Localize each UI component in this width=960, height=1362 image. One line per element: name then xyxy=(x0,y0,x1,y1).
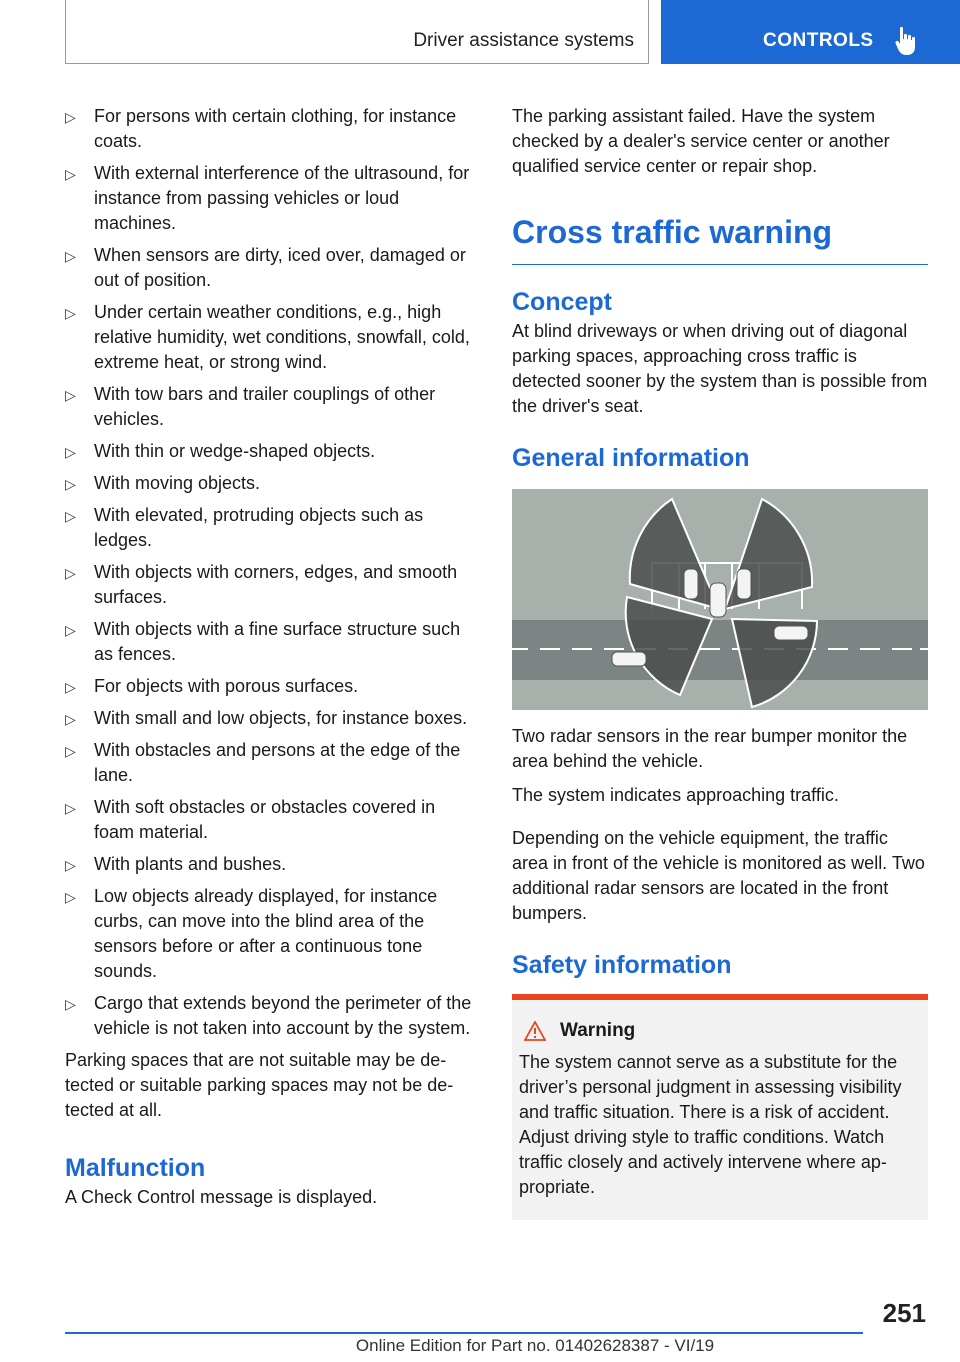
list-item: ▷ For persons with certain clothing, for instance coats. xyxy=(65,106,457,151)
cross-traffic-illustration xyxy=(512,489,928,710)
list-item: ▷ With elevated, protruding objects such as ledges. xyxy=(65,505,424,550)
safety-info-heading: Safety information xyxy=(512,951,732,979)
triangle-bullet-icon: ▷ xyxy=(65,857,76,873)
warning-box xyxy=(512,994,928,1220)
triangle-bullet-icon: ▷ xyxy=(65,476,76,492)
list-item: ▷ Cargo that extends beyond the perimeter of the vehicle is not taken into account by the system. xyxy=(65,993,472,1038)
general-text-3: Depending on the vehicle equipment, the traffic area in front of the vehicle is monitored as well. Two additional radar sensors are located in the front bumpers. xyxy=(512,828,925,923)
right-column xyxy=(512,104,928,1220)
list-item: ▷ Low objects already displayed, for instance curbs, can move into the blind area of the sensors before or after a continuous tone sounds. xyxy=(65,886,438,981)
general-text-1: Two radar sensors in the rear bumper monitor the area behind the vehicle. xyxy=(512,726,908,771)
parking-note: Parking spaces that are not suitable may be detected or suitable parking spaces may not be detected at all. xyxy=(65,1050,454,1120)
chapter-heading: Cross traffic warning xyxy=(512,212,928,265)
header-chapter-label: CONTROLS xyxy=(763,30,874,51)
limitations-list xyxy=(65,104,480,1041)
triangle-bullet-icon: ▷ xyxy=(65,996,76,1012)
triangle-bullet-icon: ▷ xyxy=(65,444,76,460)
triangle-bullet-icon: ▷ xyxy=(65,305,76,321)
triangle-bullet-icon: ▷ xyxy=(65,743,76,759)
triangle-bullet-icon: ▷ xyxy=(65,387,76,403)
general-info-heading: General information xyxy=(512,444,750,472)
malfunction-continued: The parking assistant failed. Have the system checked by a dealer's service center or another qualified service center or repair shop. xyxy=(512,106,890,176)
triangle-bullet-icon: ▷ xyxy=(65,679,76,695)
list-item: ▷ With objects with a fine surface structure such as fences. xyxy=(65,619,461,664)
concept-text: At blind driveways or when driving out of diagonal parking spaces, approaching cross traffic is detected sooner by the system than is possible from the driver's seat. xyxy=(512,321,928,416)
warning-label: Warning xyxy=(560,1020,636,1041)
concept-heading: Concept xyxy=(512,288,612,316)
triangle-bullet-icon: ▷ xyxy=(65,248,76,264)
list-item: ▷ With objects with corners, edges, and smooth surfaces. xyxy=(65,562,458,607)
footer-edition-text: Online Edition for Part no. 01402628387 - VI/19 xyxy=(355,1336,715,1355)
malfunction-heading: Malfunction xyxy=(65,1154,206,1182)
list-item: ▷ With thin or wedge-shaped objects. xyxy=(65,439,480,464)
list-item: ▷ With tow bars and trailer couplings of other vehicles. xyxy=(65,384,436,429)
triangle-bullet-icon: ▷ xyxy=(65,109,76,125)
footer-rule xyxy=(65,1332,863,1334)
warning-triangle-icon xyxy=(524,1021,546,1041)
list-item: ▷ Under certain weather conditions, e.g., high relative humidity, wet conditions, snowfall, cold, extreme heat, or strong wind. xyxy=(65,302,470,372)
triangle-bullet-icon: ▷ xyxy=(65,889,76,905)
pointing-hand-icon xyxy=(895,26,921,56)
left-column xyxy=(65,104,480,1219)
warning-title xyxy=(524,1020,920,1042)
list-item: ▷ With soft obstacles or obstacles covered in foam material. xyxy=(65,797,436,842)
page-number: 251 xyxy=(882,1298,926,1328)
header-chapter-tab[interactable] xyxy=(661,0,960,64)
triangle-bullet-icon: ▷ xyxy=(65,711,76,727)
triangle-bullet-icon: ▷ xyxy=(65,622,76,638)
list-item: ▷ With obstacles and persons at the edge of the lane. xyxy=(65,740,461,785)
general-text-2: The system indicates approaching traffic. xyxy=(512,785,839,805)
malfunction-text: A Check Control message is displayed. xyxy=(65,1187,378,1207)
triangle-bullet-icon: ▷ xyxy=(65,166,76,182)
list-item: ▷ With plants and bushes. xyxy=(65,852,480,877)
list-item: ▷ When sensors are dirty, iced over, damaged or out of position. xyxy=(65,245,466,290)
list-item: ▷ With external interference of the ultrasound, for instance from passing vehicles or loud machines. xyxy=(65,163,470,233)
warning-text: The system cannot serve as a substitute for the driver’s personal judgment in assessing visibility and traffic situation. There is a risk of accident. Adjust driving style to traffic conditions. Watch traffic closely and actively intervene where appropriate. xyxy=(519,1052,902,1197)
header-section-title: Driver assistance systems xyxy=(413,30,634,51)
header-section-box xyxy=(65,0,649,64)
triangle-bullet-icon: ▷ xyxy=(65,800,76,816)
triangle-bullet-icon: ▷ xyxy=(65,565,76,581)
list-item: ▷ With small and low objects, for instance boxes. xyxy=(65,706,480,731)
list-item: ▷ For objects with porous surfaces. xyxy=(65,674,480,699)
triangle-bullet-icon: ▷ xyxy=(65,508,76,524)
list-item: ▷ With moving objects. xyxy=(65,471,480,496)
